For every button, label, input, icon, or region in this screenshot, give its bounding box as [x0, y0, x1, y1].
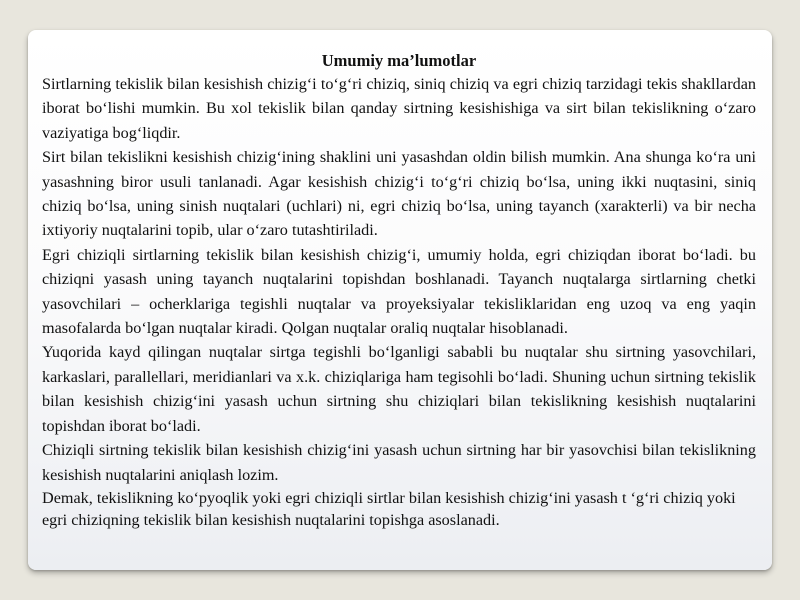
paragraph-2: Sirt bilan tekislikni kesishish chizig‘ining shaklini uni yasashdan oldin bilish mumkin. Ana shunga ko‘ra uni yasashning biror usuli tanlanadi. Agar kesishish chizig‘i to‘g‘ri chiziq bo‘lsa, uning ikki nuqtasini, siniq chiziq bo‘lsa, uning sinish nuqtalari (uchlari) ni, egri chiziq bo‘lsa, uning tayanch (xarakterli) va bir necha ixtiyoriy nuqtalarini topib, ular o‘zaro tutashtiriladi. [42, 148, 756, 240]
paragraph-5: Chiziqli sirtning tekislik bilan kesishish chizig‘ini yasash uchun sirtning har bir yasovchisi bilan tekislikning kesishish nuqtalarini aniqlash lozim. [42, 441, 756, 484]
paragraph-3: Egri chiziqli sirtlarning tekislik bilan kesishish chizig‘i, umumiy holda, egri chiziqdan iborat bo‘ladi. bu chiziqni yasash uning tayanch nuqtalarini topishdan boshlanadi. Tayanch nuqtalarga sirtlarning chetki yasovchilari – ocherklariga tegishli nuqtalar va proyeksiyalar tekisliklaridan eng uzoq va eng yaqin masofalarda bo‘lgan nuqtalar kiradi. Qolgan nuqtalar oraliq nuqtalar hisoblanadi. [42, 245, 756, 338]
slide-card [28, 30, 772, 570]
document-body [42, 50, 756, 531]
paragraph-4: Yuqorida kayd qilingan nuqtalar sirtga tegishli bo‘lganligi sababli bu nuqtalar shu sirtning yasovchilari, karkaslari, parallellari, meridianlari va x.k. chiziqlariga ham tegisohli bo‘ladi. Shuning uchun sirtning tekislik bilan kesishish chizig‘ini yasash uchun sirtning shu chiziqlari bilan tekislikning kesishish nuqtalarini topishdan iborat bo‘ladi. [42, 343, 756, 435]
paragraph-6: Demak, tekislikning ko‘pyoqlik yoki egri chiziqli sirtlar bilan kesishish chizig‘ini yasash t ‘g‘ri chiziq yoki egri chiziqning tekislik bilan kesishish nuqtalarini topishga asoslanadi. [42, 488, 736, 529]
document-title: Umumiy ma’lumotlar [321, 51, 477, 70]
paragraph-1: Sirtlarning tekislik bilan kesishish chizig‘i to‘g‘ri chiziq, siniq chiziq va egri chiziq tarzidagi tekis shakllardan iborat bo‘lishi mumkin. Bu xol tekislik bilan qanday sirtning kesishishiga va sirt bilan tekislikning o‘zaro vaziyatiga bog‘liqdir. [42, 75, 756, 142]
